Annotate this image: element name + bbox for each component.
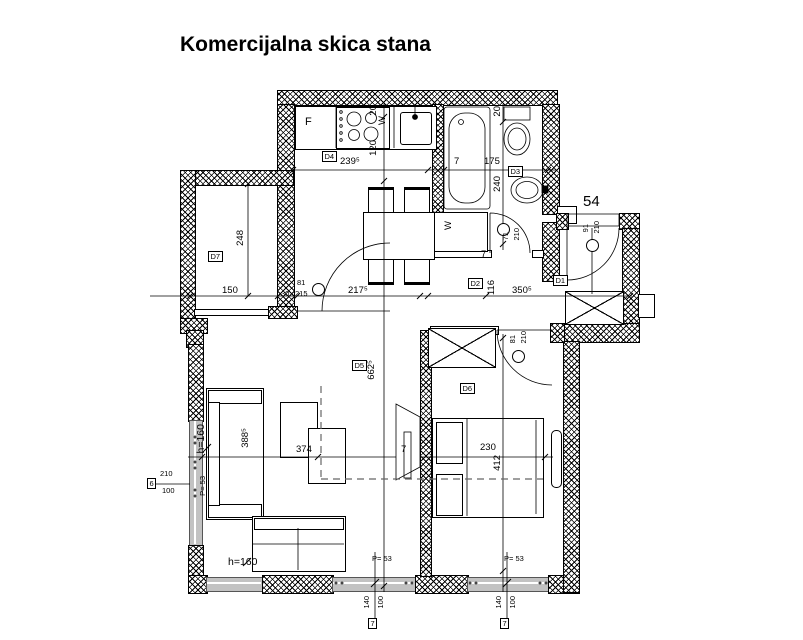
window-2-height: 100 [508,596,517,609]
room-tag-d4: D4 [322,151,337,162]
tv [396,404,420,480]
entry-door-arc [567,228,619,280]
d7-door-arc [322,243,390,311]
apartment-number: 54 [583,193,600,210]
dim-entry-door-height: 210 [592,221,601,234]
window-left-width: 210 [160,469,173,478]
dim-bedroom-door-height: 210 [519,331,528,344]
dim-entry-door-width: 91 [581,224,590,233]
dim-bed-width: 230 [480,442,496,453]
dim-bedroom-width: 412 [492,455,503,471]
room-tag-d1: D1 [553,275,568,286]
plan-title: Komercijalna skica stana [180,33,431,56]
kitchen-column-label: W [377,116,388,125]
dim-sofa-span: 374 [296,444,312,455]
window-left-parapet: P= 53 [198,476,207,496]
washbasin [511,177,548,203]
room-tag-d3: D3 [508,166,523,177]
room-tag-d6: D6 [460,383,475,394]
dim-bath-door-height: 210 [512,228,521,241]
window-1-parapet: P= 53 [372,554,392,563]
door-circle-icon [312,283,325,296]
door-circle-icon [586,239,599,252]
dim-kitchen-20: 20 [368,105,379,116]
dim-seg-30: 30 [281,289,290,298]
dim-bath-width: 175 [484,156,500,167]
fridge-label: F [305,116,312,128]
dim-living-width: 388⁵ [240,428,251,448]
window-1-id: 7 [368,618,377,629]
dim-living-height: 662⁵ [366,360,377,380]
room-tag-d7: D7 [208,251,223,262]
door-circle-icon [512,350,525,363]
room-tag-d5: D5 [352,360,367,371]
dim-bedroom-door-width: 81 [508,335,517,344]
dim-bath-depth: 240 [492,176,503,192]
sofa-cushion-lines [252,528,344,570]
window-2-width: 140 [494,596,503,609]
dim-wall-7a: 7 [454,156,460,167]
dim-wall-7c: 7 [401,444,407,455]
window-2-id: 7 [500,618,509,629]
window-left-id: 6 [147,478,156,489]
ceiling-h-bottom: h=160 [228,556,258,568]
dim-wall-7b: 7 [481,249,487,260]
washing-machine-label: W [443,221,454,230]
toilet [504,107,530,155]
dim-kitchen-120: 120 [368,140,379,156]
dim-entry-width: 350⁵ [512,285,532,296]
room-tag-d2: D2 [468,278,483,289]
dim-hall-width: 217⁵ [348,285,368,296]
dim-d7-door-width: 81 [297,278,306,287]
ceiling-h-left: h=160 [195,424,207,454]
dim-kitchen-width: 239⁵ [340,156,360,167]
window-1-height: 100 [376,596,385,609]
dim-seg-116: 116 [486,280,497,296]
dim-ticks [187,114,633,589]
window-left-height: 100 [162,486,175,495]
window-1-width: 140 [362,596,371,609]
window-2-parapet: P= 53 [504,554,524,563]
dim-bath-door-width: 71 [501,232,510,241]
dim-d7-height: 248 [235,230,246,246]
dim-d7-width: 150 [222,285,238,296]
dim-d7-door-height: 215 [295,289,308,298]
bath-door-arc [490,213,530,253]
dim-toilet-20: 20 [492,106,503,117]
ceiling-dashed-line [321,386,543,479]
